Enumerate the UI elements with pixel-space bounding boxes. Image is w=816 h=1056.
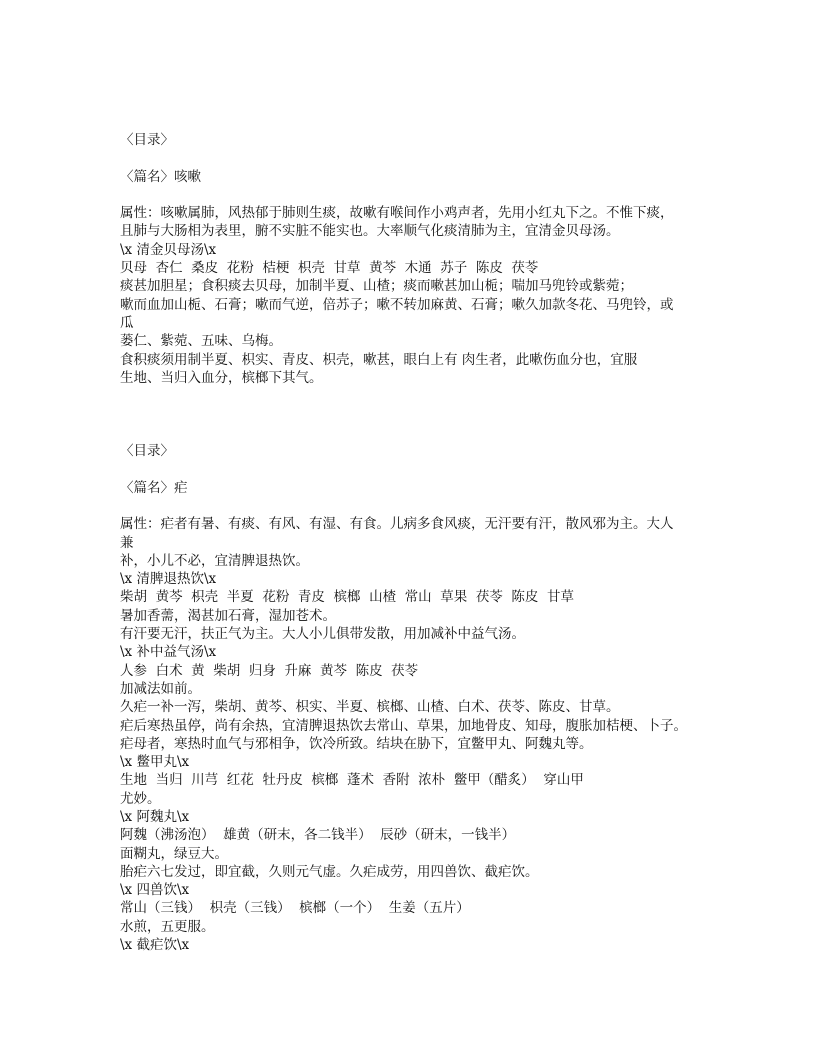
text-line: 疟后寒热虽停，尚有余热，宜清脾退热饮去常山、草果，加地骨皮、知母，腹胀加桔梗、卜子。 [120, 717, 687, 734]
text-line: 食积痰须用制半夏、枳实、青皮、枳壳，嗽甚，眼白上有 肉生者，此嗽伤血分也，宜服 [120, 351, 638, 368]
text-line: 贝母 杏仁 桑皮 花粉 桔梗 枳壳 甘草 黄芩 木通 苏子 陈皮 茯苓 [120, 260, 539, 277]
document-page [120, 131, 700, 954]
text-line: 柴胡 黄芩 枳壳 半夏 花粉 青皮 槟榔 山楂 常山 草果 茯苓 陈皮 甘草 [120, 589, 574, 606]
spacer [120, 460, 700, 478]
spacer [120, 405, 700, 423]
text-line: 暑加香薷，渴甚加石膏，湿加苍术。 [120, 607, 336, 624]
text-line: 补，小儿不必，宜清脾退热饮。 [120, 552, 309, 569]
text-line: 胎疟六七发过，即宜截，久则元气虚。久疟成劳，用四兽饮、截疟饮。 [120, 863, 539, 880]
text-line: 生地 当归 川芎 红花 牡丹皮 槟榔 蓬术 香附 浓朴 鳖甲（醋炙） 穿山甲 [120, 772, 584, 789]
text-line: 面糊丸，绿豆大。 [120, 845, 228, 862]
text-line: 阿魏（沸汤泡） 雄黄（研末，各二钱半） 辰砂（研末，一钱半） [120, 827, 516, 844]
spacer [120, 186, 700, 204]
text-line: 加减法如前。 [120, 680, 201, 697]
text-line: 嗽而血加山栀、石膏；嗽而气逆，倍苏子；嗽不转加麻黄、石膏；嗽久加款冬花、马兜铃，或 [120, 296, 674, 313]
spacer [120, 149, 700, 167]
text-line: 瓜 [120, 314, 134, 331]
text-line: 人参 白术 黄 柴胡 归身 升麻 黄芩 陈皮 茯苓 [120, 662, 419, 679]
spacer [120, 387, 700, 405]
text-line: 蒌仁、紫菀、五味、乌梅。 [120, 333, 282, 350]
text-line: \x 截疟饮\x [120, 937, 190, 954]
spacer [120, 424, 700, 442]
chapter-title: 〈篇名〉疟 [120, 479, 188, 496]
text-line: 久疟一补一泻，柴胡、黄芩、枳实、半夏、槟榔、山楂、白术、茯苓、陈皮、甘草。 [120, 699, 620, 716]
text-line: 属性：疟者有暑、有痰、有风、有湿、有食。儿病多食风痰，无汗要有汗，散风邪为主。大人 [120, 516, 674, 533]
text-line: \x 四兽饮\x [120, 882, 190, 899]
chapter-title: 〈篇名〉咳嗽 [120, 168, 201, 185]
text-line: \x 阿魏丸\x [120, 808, 190, 825]
text-line: 痰甚加胆星；食积痰去贝母，加制半夏、山楂；痰而嗽甚加山栀；喘加马兜铃或紫菀； [120, 278, 633, 295]
text-line: \x 清金贝母汤\x [120, 241, 217, 258]
text-line: 兼 [120, 534, 134, 551]
text-line: 生地、当归入血分，槟榔下其气。 [120, 369, 323, 386]
text-line: \x 补中益气汤\x [120, 644, 217, 661]
spacer [120, 497, 700, 515]
text-line: 尤妙。 [120, 790, 161, 807]
toc-heading: 〈目录〉 [120, 443, 174, 460]
text-line: 且肺与大肠相为表里，腑不实脏不能实也。大率顺气化痰清肺为主，宜清金贝母汤。 [120, 223, 620, 240]
text-line: 属性：咳嗽属肺，风热郁于肺则生痰，故嗽有喉间作小鸡声者，先用小红丸下之。不惟下痰， [120, 205, 674, 222]
text-line: 有汗要无汗，扶正气为主。大人小儿俱带发散，用加减补中益气汤。 [120, 626, 525, 643]
text-line: 水煎，五更服。 [120, 918, 215, 935]
text-line: \x 清脾退热饮\x [120, 571, 217, 588]
toc-heading: 〈目录〉 [120, 132, 174, 148]
text-line: 常山（三钱） 枳壳（三钱） 槟榔（一个） 生姜（五片） [120, 900, 470, 917]
text-line: 疟母者，寒热时血气与邪相争，饮冷所致。结块在胁下，宜鳖甲丸、阿魏丸等。 [120, 735, 593, 752]
text-line: \x 鳖甲丸\x [120, 754, 190, 771]
